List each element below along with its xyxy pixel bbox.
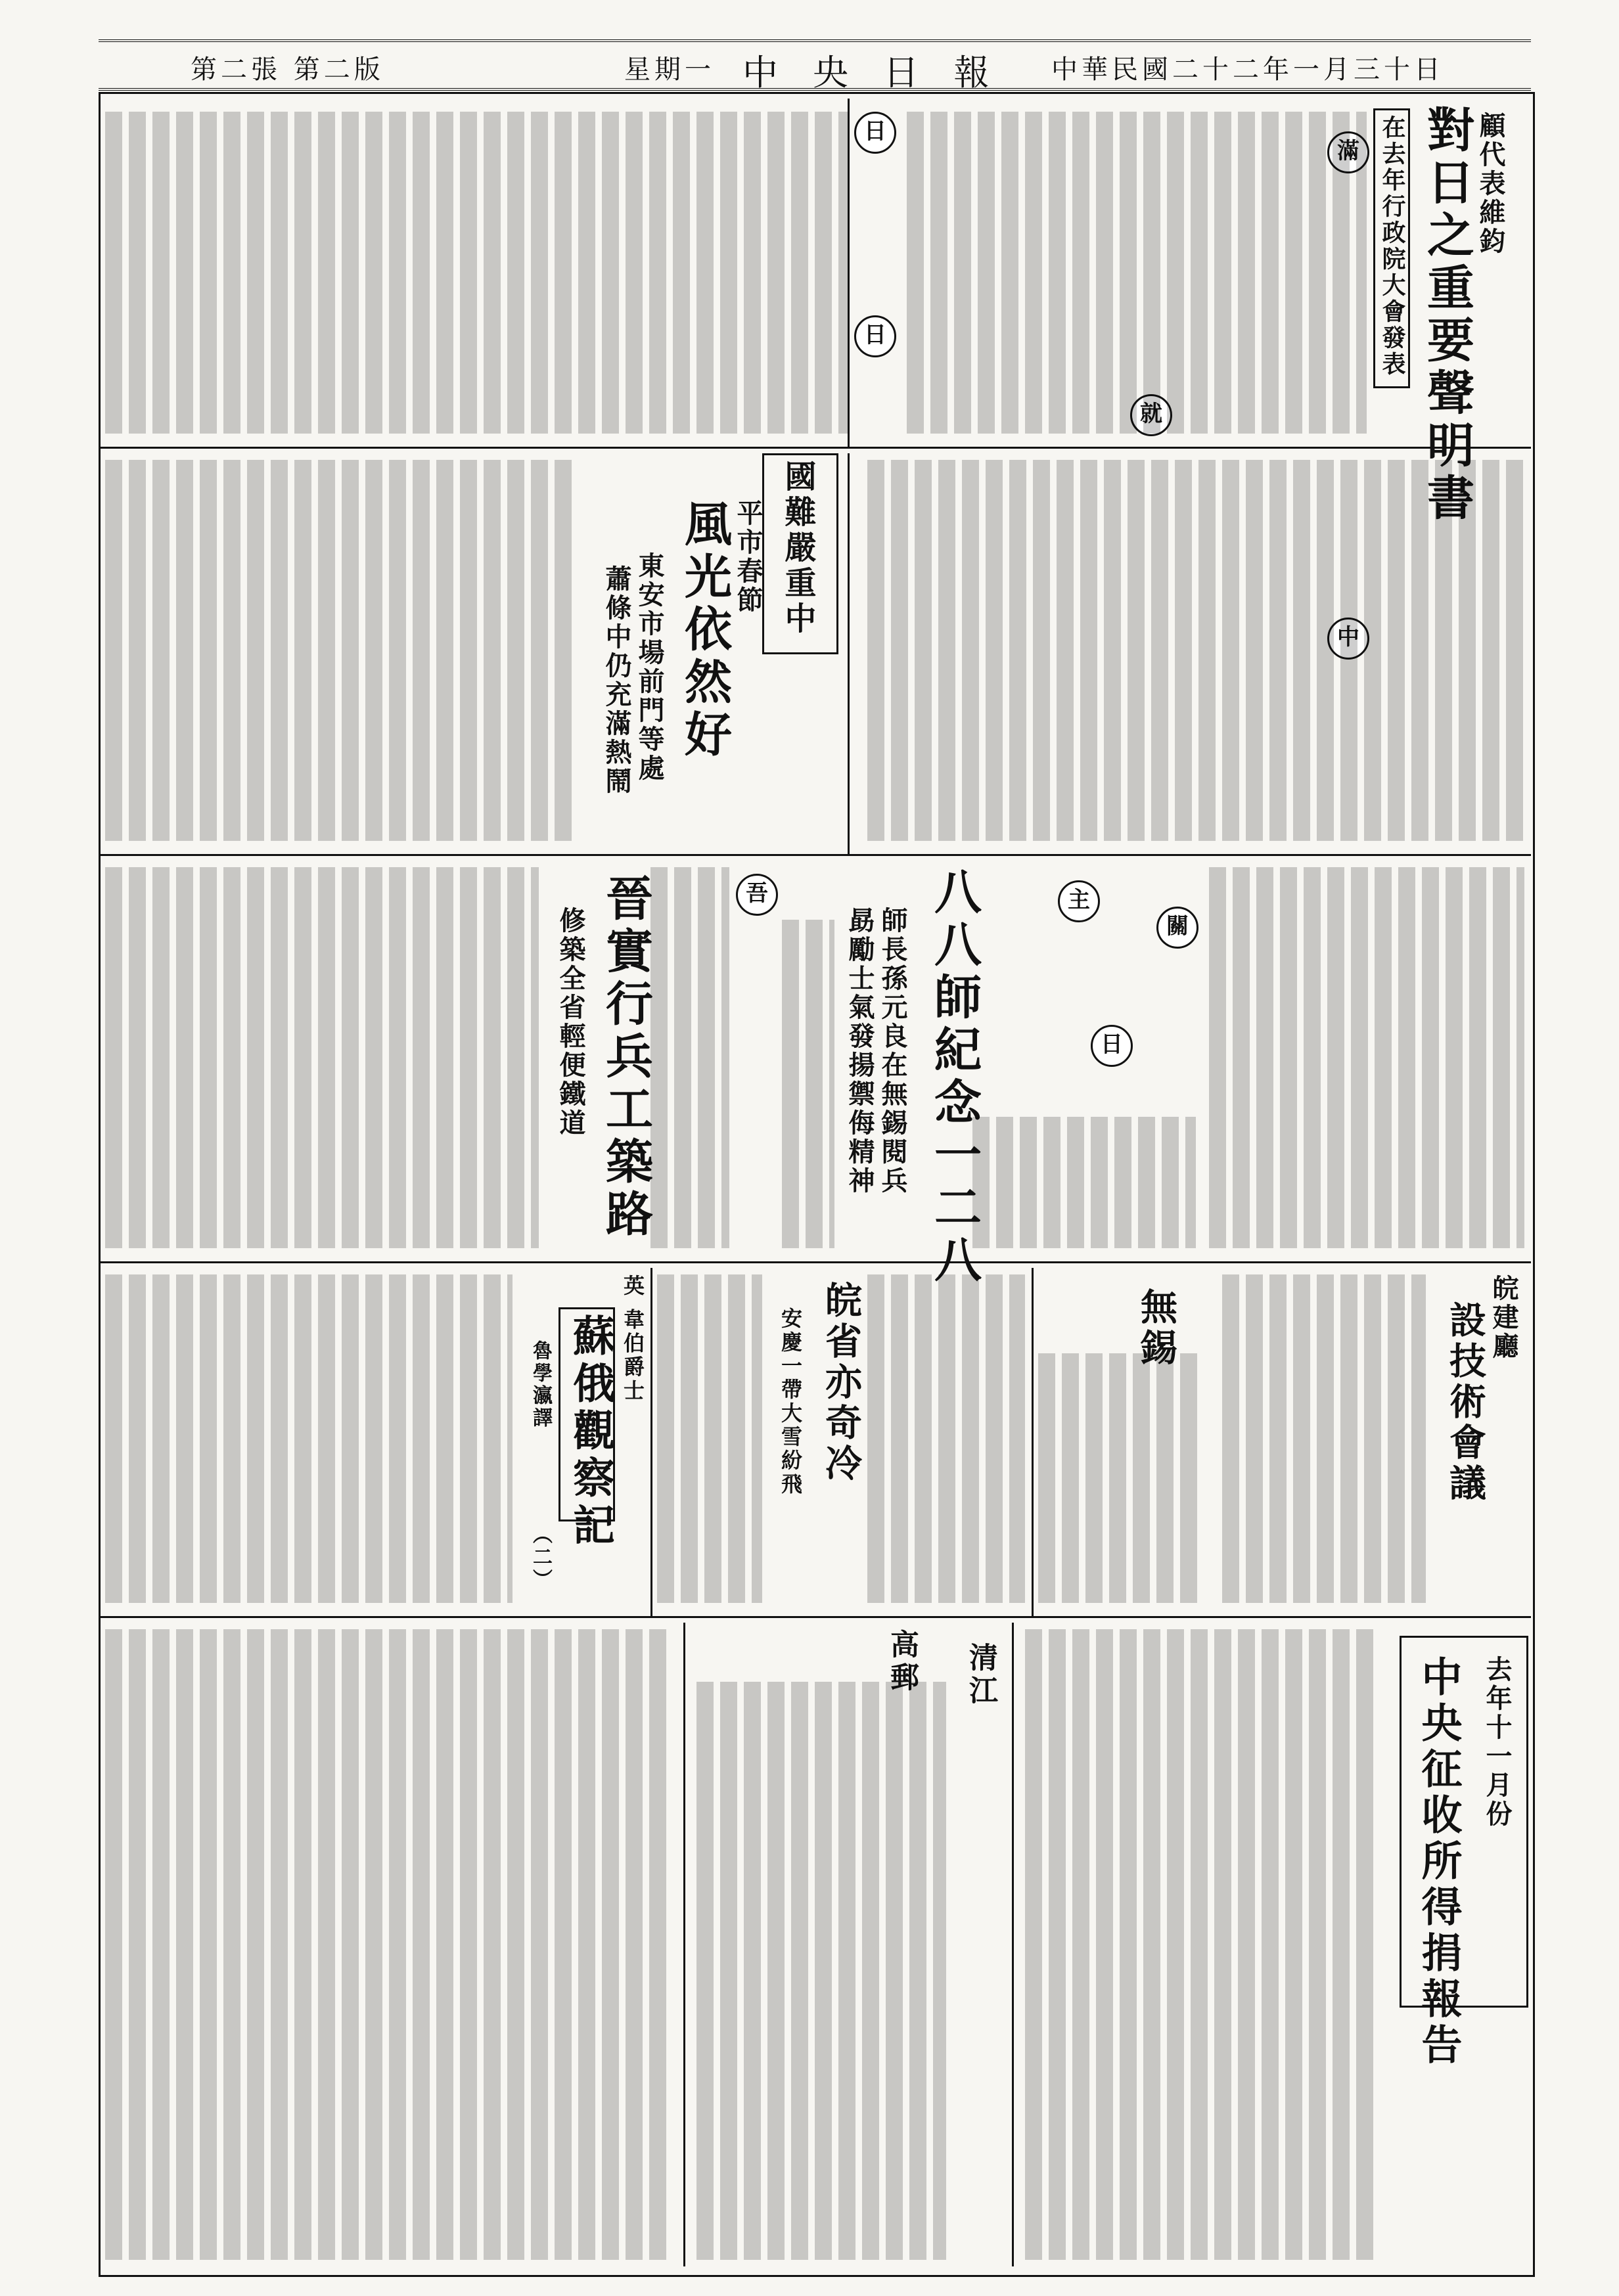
rule-4 bbox=[99, 1616, 1531, 1618]
a4-body-text bbox=[105, 867, 539, 1248]
a2-title: 風光依然好 bbox=[677, 499, 733, 762]
a3-body-text bbox=[1209, 867, 1524, 1248]
sheet-number: 第二張 第二版 bbox=[191, 55, 384, 85]
a3-body-text-3 bbox=[972, 1117, 1196, 1248]
paper-name: 中 央 日 報 bbox=[742, 52, 1001, 93]
a5-body-text bbox=[1222, 1274, 1426, 1603]
sep-4 bbox=[650, 1268, 652, 1616]
rule-3 bbox=[99, 1261, 1531, 1263]
weekday: 星期一 bbox=[624, 55, 715, 85]
rule-1 bbox=[99, 447, 1531, 449]
a2-body-text bbox=[105, 460, 578, 841]
a3-sub1: 師長孫元良在無錫閱兵 bbox=[877, 907, 908, 1196]
local-news-text bbox=[696, 1682, 946, 2260]
a5-title: 設技術會議 bbox=[1444, 1301, 1487, 1504]
a4-body-text-2 bbox=[650, 867, 729, 1248]
a1-body-text bbox=[907, 112, 1367, 434]
rule-2 bbox=[99, 854, 1531, 856]
a3-title: 八八師紀念一二八 bbox=[926, 867, 982, 1288]
a8-kicker: 去年十一月份 bbox=[1482, 1655, 1513, 1829]
a6-body-text bbox=[657, 1274, 762, 1603]
a4-title: 晉實行兵工築路 bbox=[598, 874, 654, 1242]
a5-kicker: 皖建廳 bbox=[1488, 1274, 1519, 1361]
a7-body-text bbox=[105, 1274, 513, 1603]
a1-badge-5: 中 bbox=[1327, 618, 1369, 660]
a7-title: 蘇俄觀察記 bbox=[566, 1314, 615, 1550]
a12-body-text bbox=[1038, 1353, 1202, 1603]
a3-badge-1: 關 bbox=[1156, 907, 1198, 949]
a1-title: 對日之重要聲明書 bbox=[1419, 105, 1475, 526]
a2-sub2: 東安市場前門等處 bbox=[634, 552, 665, 783]
a2-sub1: 平市春節 bbox=[733, 499, 764, 615]
a3-badge-4: 主 bbox=[1058, 880, 1100, 922]
a3-body-text-2 bbox=[782, 920, 834, 1248]
a1-badge-3: 日 bbox=[854, 315, 896, 357]
a3-sub2: 勗勵士氣發揚禦侮精神 bbox=[844, 907, 875, 1196]
a7-part: （二） bbox=[529, 1524, 552, 1591]
a3-badge-2: 日 bbox=[1091, 1025, 1133, 1067]
a1-kicker: 顧代表維鈞 bbox=[1475, 112, 1506, 256]
a7-translator: 魯學瀛譯 bbox=[529, 1340, 552, 1429]
a6-title: 皖省亦奇冷 bbox=[819, 1281, 863, 1485]
a1-continued-text bbox=[105, 112, 848, 434]
a6-sub: 安慶一帶大雪紛飛 bbox=[778, 1307, 803, 1497]
a10-title: 清江 bbox=[964, 1642, 997, 1708]
a8-title: 中央征收所得捐報告 bbox=[1415, 1655, 1463, 2069]
a2-sub3: 蕭條中仍充滿熱鬧 bbox=[601, 565, 632, 796]
a11-title: 高郵 bbox=[885, 1629, 919, 1695]
sep-2 bbox=[848, 453, 850, 854]
masthead bbox=[99, 39, 1531, 91]
a6-body-text-2 bbox=[867, 1274, 1025, 1603]
sep-3 bbox=[1032, 1268, 1034, 1616]
a12-title: 無錫 bbox=[1135, 1288, 1178, 1369]
a8-table bbox=[1025, 1629, 1380, 2260]
a4-sub: 修築全省輕便鐵道 bbox=[555, 907, 586, 1138]
sep-6 bbox=[683, 1623, 685, 2266]
a3-badge-3: 吾 bbox=[736, 874, 778, 916]
a1-badge-4: 就 bbox=[1130, 394, 1172, 436]
issue-date: 中華民國二十二年一月三十日 bbox=[1051, 55, 1444, 85]
a1-continued-text-2 bbox=[867, 460, 1524, 841]
a2-kicker: 國難嚴重中 bbox=[779, 460, 816, 637]
sep-1 bbox=[848, 99, 850, 447]
a1-sub: 在去年行政院大會發表 bbox=[1379, 115, 1406, 378]
sep-5 bbox=[1012, 1623, 1014, 2266]
a1-badge-2: 日 bbox=[854, 112, 896, 154]
a1-badge-1: 滿 bbox=[1327, 131, 1369, 173]
a7-author: 英 韋伯爵士 bbox=[620, 1274, 645, 1403]
a7-body-text-2 bbox=[105, 1629, 670, 2260]
